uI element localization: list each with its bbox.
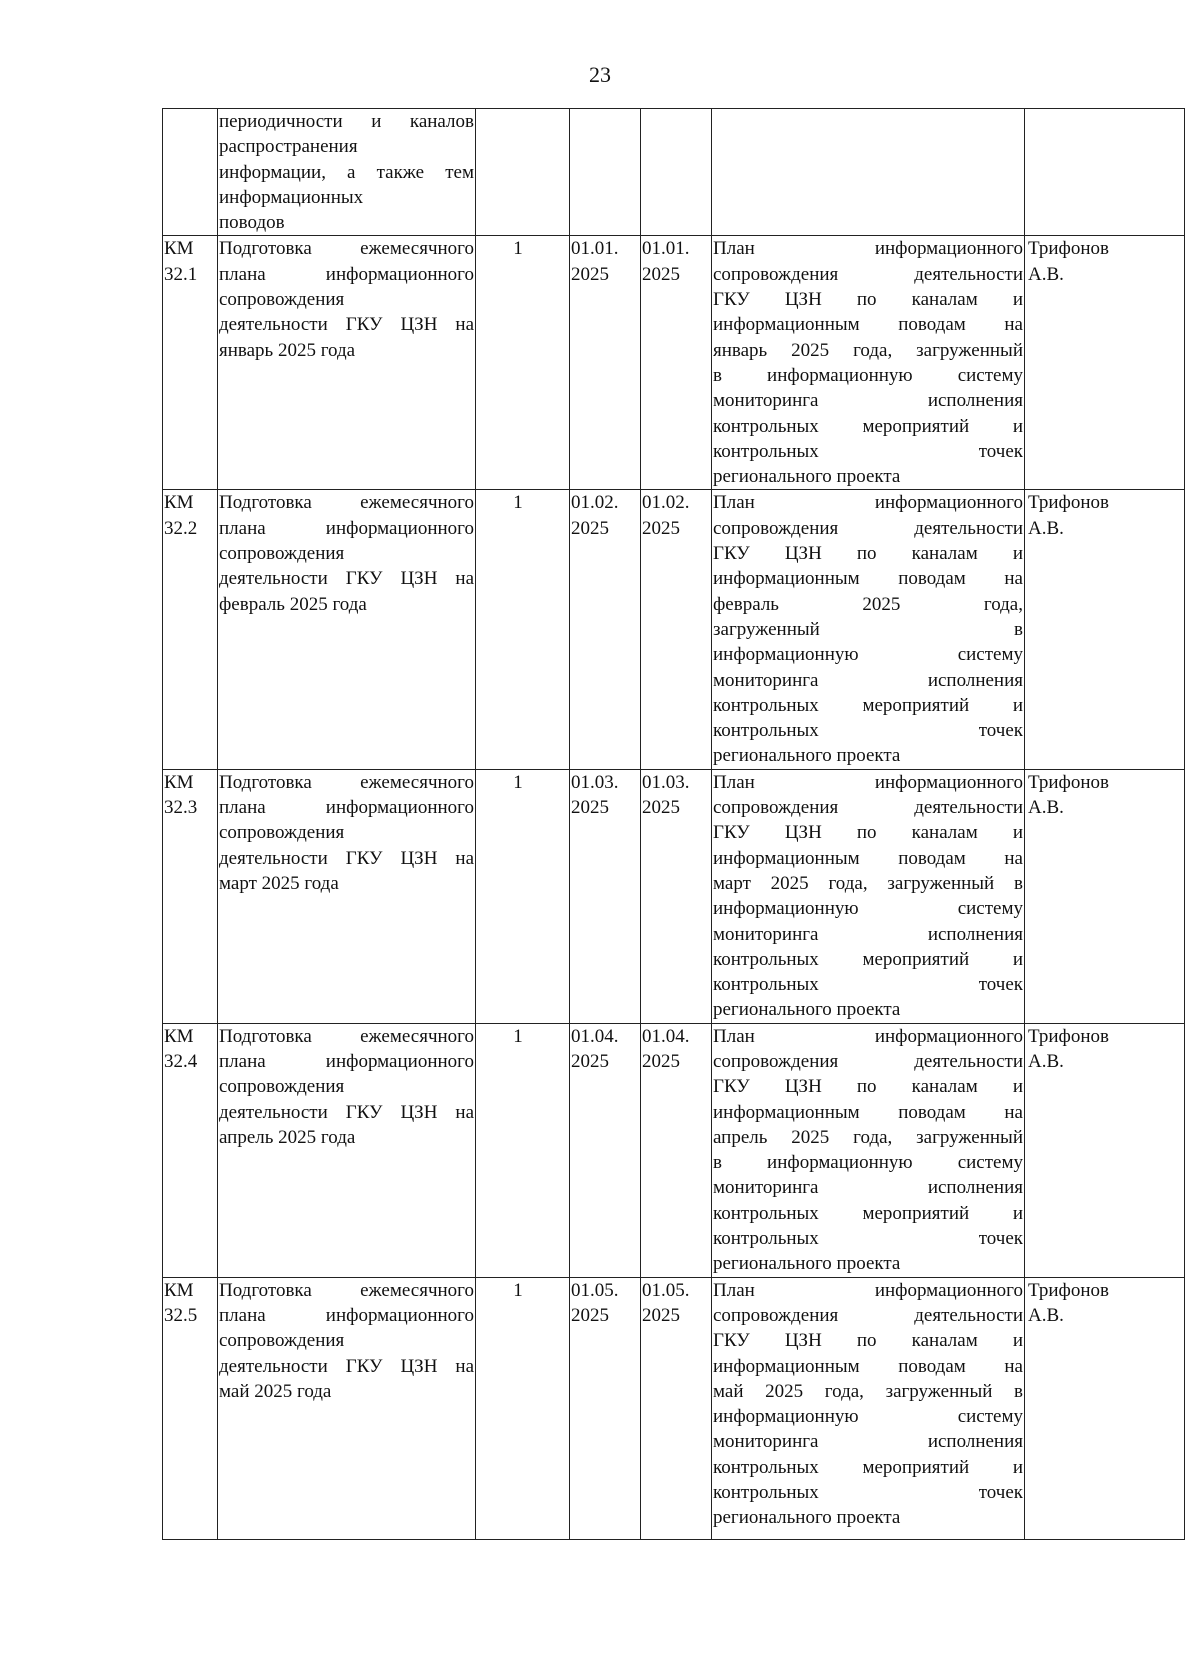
- cell-line: А.В.: [1028, 1050, 1064, 1072]
- cell-line: информационную систему: [713, 1406, 1023, 1428]
- cell-line: деятельности ГКУ ЦЗН на: [219, 1355, 474, 1377]
- cell-line: май 2025 года: [219, 1380, 332, 1402]
- cell-line: плана информационного: [219, 1050, 474, 1072]
- cell-line: контрольных мероприятий и: [713, 1202, 1023, 1224]
- cell-line: информационную систему: [713, 898, 1023, 920]
- cell-line: 01.05.: [642, 1279, 690, 1301]
- cell-line: информационным поводам на: [713, 847, 1023, 869]
- cell-line: деятельности ГКУ ЦЗН на: [219, 568, 474, 590]
- end-date-cell: [641, 236, 712, 490]
- cell-line: деятельности ГКУ ЦЗН на: [219, 314, 474, 336]
- cell-line: регионального проекта: [713, 1253, 901, 1275]
- table-row: [163, 1023, 1185, 1277]
- cell-line: ГКУ ЦЗН по каналам и: [713, 289, 1023, 311]
- result-cell: [712, 236, 1025, 490]
- cell-line: 2025: [642, 1050, 680, 1072]
- responsible-cell: [1025, 1277, 1185, 1539]
- cell-line: информации, а также тем: [219, 161, 474, 183]
- cell-line: План информационного: [713, 1025, 1023, 1047]
- cell-line: сопровождения: [219, 822, 345, 844]
- cell-line: сопровождения деятельности: [713, 263, 1023, 285]
- cell-line: 32.1: [164, 263, 198, 285]
- cell-line: 2025: [642, 517, 680, 539]
- cell-line: сопровождения: [219, 289, 345, 311]
- result-cell: [712, 490, 1025, 769]
- name-cell: [218, 1277, 476, 1539]
- activity-plan-table: [162, 108, 1185, 1540]
- cell-line: А.В.: [1028, 797, 1064, 819]
- cell-line: А.В.: [1028, 263, 1064, 285]
- cell-line: сопровождения деятельности: [713, 517, 1023, 539]
- code-cell: [163, 490, 218, 769]
- cell-line: Подготовка ежемесячного: [219, 1279, 474, 1301]
- cell-line: мониторинга исполнения: [713, 1177, 1023, 1199]
- cell-line: распространения: [219, 136, 358, 158]
- cell-line: 2025: [642, 263, 680, 285]
- count-value: 1: [513, 1025, 523, 1047]
- cell-line: 01.01.: [642, 238, 690, 260]
- cell-line: поводов: [219, 212, 285, 234]
- cell-line: 01.02.: [571, 492, 619, 514]
- cell-line: сопровождения деятельности: [713, 1050, 1023, 1072]
- cell-line: апрель 2025 года, загруженный: [713, 1126, 1023, 1148]
- code-cell: [163, 769, 218, 1023]
- cell-line: контрольных мероприятий и: [713, 948, 1023, 970]
- cell-line: май 2025 года, загруженный в: [713, 1380, 1023, 1402]
- result-cell: [712, 1277, 1025, 1539]
- page-number: 23: [589, 62, 611, 87]
- cell-line: деятельности ГКУ ЦЗН на: [219, 847, 474, 869]
- cell-line: контрольных точек: [713, 720, 1023, 742]
- end-date-cell: [641, 1023, 712, 1277]
- responsible-cell: [1025, 109, 1185, 236]
- code-cell: [163, 109, 218, 236]
- cell-line: январь 2025 года, загруженный: [713, 339, 1023, 361]
- cell-line: 2025: [642, 1304, 680, 1326]
- table-row: [163, 109, 1185, 236]
- cell-line: в информационную систему: [713, 1152, 1023, 1174]
- table-body: [163, 109, 1185, 1540]
- cell-line: План информационного: [713, 1279, 1023, 1301]
- cell-line: контрольных точек: [713, 1482, 1023, 1504]
- cell-line: информационным поводам на: [713, 568, 1023, 590]
- cell-line: мониторинга исполнения: [713, 1431, 1023, 1453]
- cell-line: контрольных мероприятий и: [713, 1456, 1023, 1478]
- cell-line: 32.5: [164, 1304, 198, 1326]
- cell-line: 01.03.: [571, 771, 619, 793]
- cell-line: ГКУ ЦЗН по каналам и: [713, 543, 1023, 565]
- count-value: 1: [513, 492, 523, 514]
- cell-line: информационным поводам на: [713, 314, 1023, 336]
- name-cell: [218, 490, 476, 769]
- cell-line: контрольных мероприятий и: [713, 694, 1023, 716]
- cell-line: 2025: [571, 797, 609, 819]
- cell-line: плана информационного: [219, 263, 474, 285]
- table-row: [163, 236, 1185, 490]
- responsible-cell: [1025, 1023, 1185, 1277]
- result-cell: [712, 1023, 1025, 1277]
- cell-line: контрольных мероприятий и: [713, 415, 1023, 437]
- count-value: 1: [513, 1279, 523, 1301]
- cell-line: регионального проекта: [713, 466, 901, 488]
- end-date-cell: [641, 109, 712, 236]
- code-cell: [163, 1023, 218, 1277]
- cell-line: План информационного: [713, 492, 1023, 514]
- cell-line: периодичности и каналов: [219, 111, 474, 132]
- cell-line: План информационного: [713, 771, 1023, 793]
- name-cell: [218, 109, 476, 236]
- count-cell: [476, 1023, 570, 1277]
- cell-line: 2025: [642, 797, 680, 819]
- responsible-cell: [1025, 769, 1185, 1023]
- name-cell: [218, 1023, 476, 1277]
- cell-line: 01.03.: [642, 771, 690, 793]
- end-date-cell: [641, 769, 712, 1023]
- cell-line: сопровождения: [219, 1076, 345, 1098]
- table-row: [163, 769, 1185, 1023]
- cell-line: ГКУ ЦЗН по каналам и: [713, 822, 1023, 844]
- cell-line: 01.02.: [642, 492, 690, 514]
- cell-line: сопровождения деятельности: [713, 797, 1023, 819]
- cell-line: Подготовка ежемесячного: [219, 492, 474, 514]
- cell-line: мониторинга исполнения: [713, 669, 1023, 691]
- count-cell: [476, 1277, 570, 1539]
- cell-line: Трифонов: [1028, 492, 1110, 514]
- result-cell: [712, 769, 1025, 1023]
- cell-line: загруженный в: [713, 618, 1023, 640]
- start-date-cell: [570, 769, 641, 1023]
- cell-line: контрольных точек: [713, 974, 1023, 996]
- cell-line: контрольных точек: [713, 440, 1023, 462]
- cell-line: плана информационного: [219, 1304, 474, 1326]
- count-cell: [476, 490, 570, 769]
- cell-line: контрольных точек: [713, 1228, 1023, 1250]
- cell-line: мониторинга исполнения: [713, 923, 1023, 945]
- cell-line: КМ: [164, 771, 194, 793]
- cell-line: 32.3: [164, 797, 198, 819]
- cell-line: План информационного: [713, 238, 1023, 260]
- cell-line: КМ: [164, 1279, 194, 1301]
- cell-line: февраль 2025 года,: [713, 593, 1023, 615]
- cell-line: информационных: [219, 186, 364, 208]
- cell-line: ГКУ ЦЗН по каналам и: [713, 1076, 1023, 1098]
- responsible-cell: [1025, 490, 1185, 769]
- cell-line: ГКУ ЦЗН по каналам и: [713, 1330, 1023, 1352]
- cell-line: март 2025 года: [219, 872, 339, 894]
- cell-line: деятельности ГКУ ЦЗН на: [219, 1101, 474, 1123]
- cell-line: информационную систему: [713, 644, 1023, 666]
- name-cell: [218, 769, 476, 1023]
- cell-line: мониторинга исполнения: [713, 390, 1023, 412]
- cell-line: 2025: [571, 263, 609, 285]
- cell-line: 32.4: [164, 1050, 198, 1072]
- start-date-cell: [570, 236, 641, 490]
- cell-line: информационным поводам на: [713, 1355, 1023, 1377]
- cell-line: Подготовка ежемесячного: [219, 1025, 474, 1047]
- count-cell: [476, 769, 570, 1023]
- cell-line: регионального проекта: [713, 999, 901, 1021]
- cell-line: КМ: [164, 492, 194, 514]
- start-date-cell: [570, 1277, 641, 1539]
- cell-line: сопровождения: [219, 543, 345, 565]
- table-row: [163, 1277, 1185, 1539]
- cell-line: Подготовка ежемесячного: [219, 771, 474, 793]
- start-date-cell: [570, 109, 641, 236]
- count-value: 1: [513, 771, 523, 793]
- cell-line: регионального проекта: [713, 1507, 901, 1529]
- cell-line: регионального проекта: [713, 745, 901, 767]
- cell-line: март 2025 года, загруженный в: [713, 872, 1023, 894]
- cell-line: январь 2025 года: [219, 339, 356, 361]
- cell-line: 01.01.: [571, 238, 619, 260]
- cell-line: в информационную систему: [713, 364, 1023, 386]
- cell-line: Трифонов: [1028, 771, 1110, 793]
- start-date-cell: [570, 490, 641, 769]
- cell-line: плана информационного: [219, 517, 474, 539]
- cell-line: плана информационного: [219, 797, 474, 819]
- end-date-cell: [641, 1277, 712, 1539]
- cell-line: 01.04.: [642, 1025, 690, 1047]
- cell-line: апрель 2025 года: [219, 1126, 356, 1148]
- cell-line: февраль 2025 года: [219, 593, 367, 615]
- cell-line: информационным поводам на: [713, 1101, 1023, 1123]
- cell-line: Трифонов: [1028, 1279, 1110, 1301]
- count-cell: [476, 236, 570, 490]
- cell-line: 32.2: [164, 517, 198, 539]
- start-date-cell: [570, 1023, 641, 1277]
- cell-line: сопровождения: [219, 1330, 345, 1352]
- count-cell: [476, 109, 570, 236]
- cell-line: А.В.: [1028, 1304, 1064, 1326]
- cell-line: КМ: [164, 1025, 194, 1047]
- responsible-cell: [1025, 236, 1185, 490]
- cell-line: А.В.: [1028, 517, 1064, 539]
- cell-line: КМ: [164, 238, 194, 260]
- cell-line: Трифонов: [1028, 1025, 1110, 1047]
- cell-line: сопровождения деятельности: [713, 1304, 1023, 1326]
- cell-line: 2025: [571, 1050, 609, 1072]
- code-cell: [163, 1277, 218, 1539]
- result-cell: [712, 109, 1025, 236]
- table-row: [163, 490, 1185, 769]
- name-cell: [218, 236, 476, 490]
- cell-line: 01.05.: [571, 1279, 619, 1301]
- cell-line: 2025: [571, 517, 609, 539]
- count-value: 1: [513, 238, 523, 260]
- code-cell: [163, 236, 218, 490]
- cell-line: 2025: [571, 1304, 609, 1326]
- cell-line: 01.04.: [571, 1025, 619, 1047]
- cell-line: Подготовка ежемесячного: [219, 238, 474, 260]
- cell-line: Трифонов: [1028, 238, 1110, 260]
- end-date-cell: [641, 490, 712, 769]
